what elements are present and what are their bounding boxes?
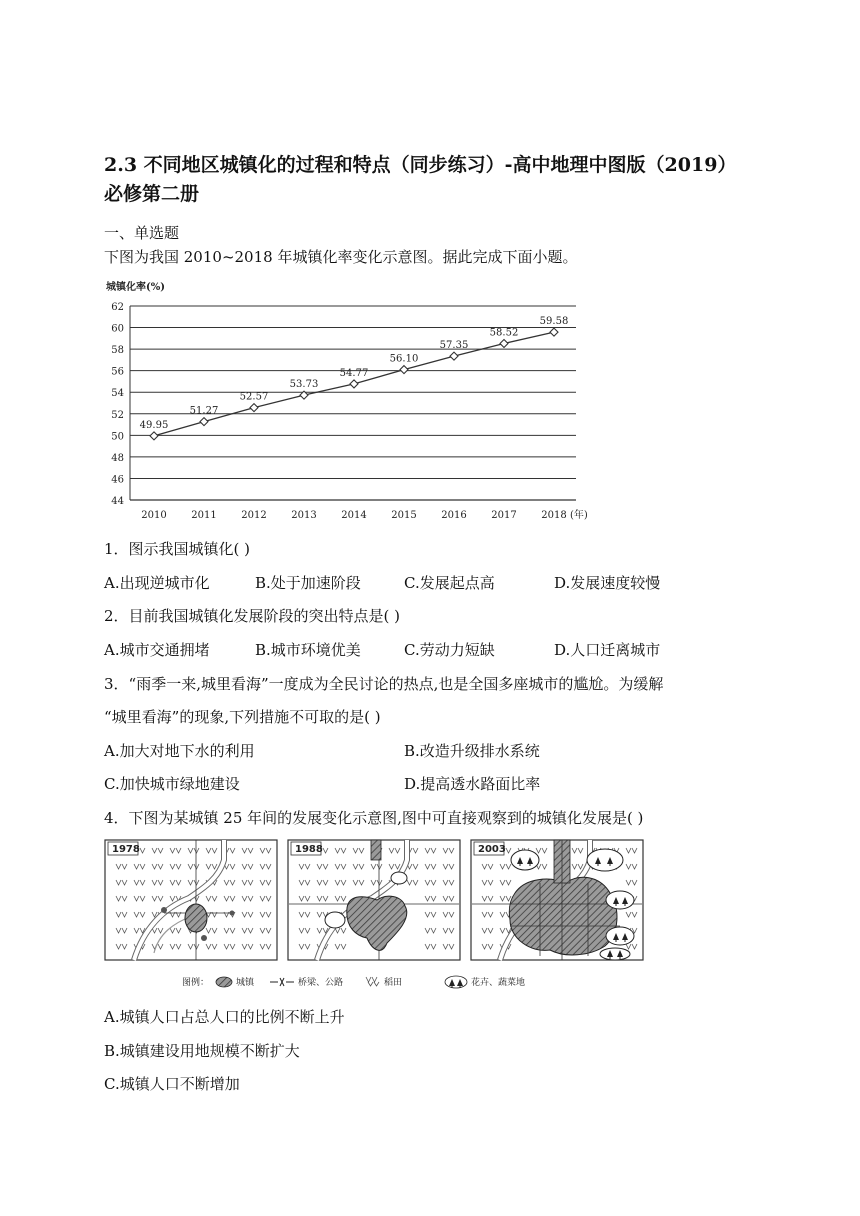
town-area-1978 [185,904,207,932]
legend-prefix: 图例： [182,978,210,988]
y-tick-label: 62 [111,302,124,313]
y-tick-label: 46 [111,474,124,486]
y-tick-label: 52 [111,409,124,421]
question-3-option-b: B.改造升级排水系统 [404,742,540,760]
map-year-1978: 1978 [112,844,140,855]
data-point [250,404,258,412]
legend-flower-vegetable-symbol [445,976,467,988]
map-year-2003: 2003 [478,844,506,855]
question-3-option-c: C.加快城市绿地建设 [104,775,240,793]
map-panel-1988 [288,840,460,960]
data-label: 52.57 [239,391,269,403]
data-label: 51.27 [189,405,219,417]
data-label: 57.35 [439,340,469,352]
x-tick-label: 2010 [141,510,167,521]
x-tick-label: 2015 [391,510,417,521]
data-label: 59.58 [539,316,569,328]
legend-flower-vegetable: 花卉、蔬菜地 [471,978,526,988]
legend-town-symbol [216,977,232,987]
question-2-option-a: A.城市交通拥堵 [104,641,210,659]
x-tick-label: 2016 [441,510,467,521]
data-point [350,380,358,388]
x-tick-label: 2011 [191,510,217,521]
legend-paddy: 稻田 [384,978,403,988]
legend-paddy-symbol [366,977,379,986]
data-point [550,328,558,336]
legend-town: 城镇 [236,978,255,988]
y-tick-label: 54 [111,388,124,400]
data-point [500,340,508,348]
town-area-2003 [509,877,617,955]
question-3-stem-line2: “城里看海”的现象,下列措施不可取的是( ) [104,708,381,726]
x-tick-label: 2014 [341,510,367,521]
data-label: 58.52 [489,327,519,339]
x-tick-label: 2018 [541,510,567,521]
question-4-stem: 4．下图为某城镇 25 年间的发展变化示意图,图中可直接观察到的城镇化发展是( ) [104,809,644,827]
question-3-option-a: A.加大对地下水的利用 [104,742,255,760]
question-4-option-c: C.城镇人口不断增加 [104,1075,240,1093]
question-1-option-a: A.出现逆城市化 [104,574,210,592]
question-2-option-d: D.人口迁离城市 [554,641,661,659]
question-intro: 下图为我国 2010~2018 年城镇化率变化示意图。据此完成下面小题。 [104,248,578,266]
urbanization-line-chart [104,276,604,528]
y-tick-label: 48 [111,452,124,464]
map-panel-2003 [471,840,643,960]
question-1-option-c: C.发展起点高 [404,574,495,592]
question-3-stem-line1: 3．“雨季一来,城里看海”一度成为全民讨论的热点,也是全国多座城市的尴尬。为缓解 [104,675,664,693]
question-2-option-c: C.劳动力短缺 [404,641,495,659]
data-label: 49.95 [139,419,169,431]
data-label: 54.77 [339,367,369,379]
legend-bridge-road: 桥梁、公路 [298,978,344,988]
question-1-option-d: D.发展速度较慢 [554,574,661,592]
data-point [400,366,408,374]
question-2-stem: 2．目前我国城镇化发展阶段的突出特点是( ) [104,607,401,625]
question-3-option-d: D.提高透水路面比率 [404,775,541,793]
data-point [450,352,458,360]
document-title-line1: 2.3 不同地区城镇化的过程和特点（同步练习）-高中地理中图版（2019） [104,154,737,176]
town-development-maps [104,838,664,994]
question-1-option-b: B.处于加速阶段 [255,574,361,592]
x-tick-label: 2013 [291,510,317,521]
section-heading: 一、单选题 [104,224,180,242]
data-point [150,432,158,440]
y-tick-label: 44 [111,496,124,507]
y-tick-label: 50 [111,431,124,443]
y-tick-label: 60 [111,323,124,335]
x-tick-label: 2017 [491,510,517,521]
y-tick-label: 58 [111,345,124,357]
data-label: 56.10 [389,353,419,365]
y-axis-label: 城镇化率(%) [106,282,165,293]
x-tick-label: 2012 [241,510,267,521]
map-year-1988: 1988 [295,844,323,855]
question-1-stem: 1．图示我国城镇化( ) [104,540,251,558]
document-title-line2: 必修第二册 [104,183,200,205]
map-panel-1978 [105,840,277,960]
x-axis-unit: (年) [570,510,588,521]
question-4-option-b: B.城镇建设用地规模不断扩大 [104,1042,300,1060]
data-label: 53.73 [289,379,319,391]
legend-bridge-road-symbol [270,978,294,986]
question-4-option-a: A.城镇人口占总人口的比例不断上升 [104,1008,345,1026]
question-2-option-b: B.城市环境优美 [255,641,361,659]
map-legend [182,976,525,988]
y-tick-label: 56 [111,366,124,378]
data-point [200,418,208,426]
